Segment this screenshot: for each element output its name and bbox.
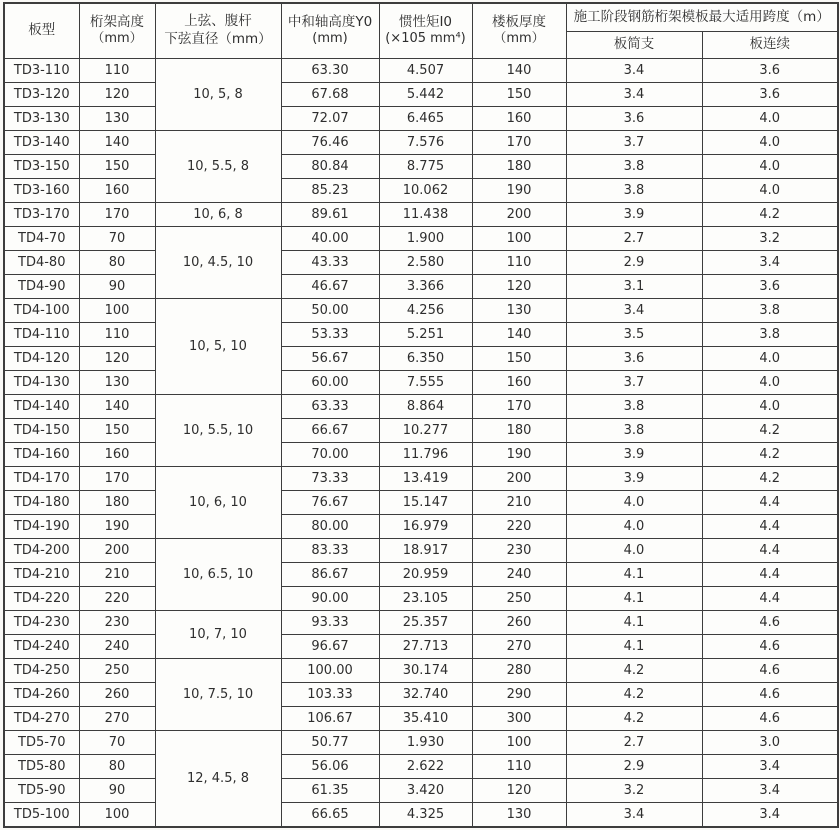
cell-inertia: 13.419 xyxy=(379,467,472,491)
cell-truss-height: 110 xyxy=(79,323,155,347)
cell-y0: 56.06 xyxy=(281,755,379,779)
cell-chord-diameter: 10, 7, 10 xyxy=(155,611,281,659)
table-row xyxy=(4,347,838,371)
table-row xyxy=(4,371,838,395)
cell-thickness: 220 xyxy=(472,515,566,539)
cell-span-continuous: 3.0 xyxy=(702,731,838,755)
cell-thickness: 110 xyxy=(472,251,566,275)
table-row xyxy=(4,803,838,828)
header-chord-line1: 上弦、腹杆 xyxy=(184,13,252,30)
cell-board-type: TD4-240 xyxy=(4,635,79,659)
cell-inertia: 11.438 xyxy=(379,203,472,227)
table-body xyxy=(4,59,838,828)
cell-truss-height: 210 xyxy=(79,563,155,587)
cell-span-continuous: 4.4 xyxy=(702,539,838,563)
cell-board-type: TD5-90 xyxy=(4,779,79,803)
cell-thickness: 130 xyxy=(472,299,566,323)
cell-board-type: TD4-120 xyxy=(4,347,79,371)
cell-span-continuous: 4.6 xyxy=(702,659,838,683)
cell-truss-height: 70 xyxy=(79,227,155,251)
cell-thickness: 200 xyxy=(472,467,566,491)
cell-chord-diameter: 10, 7.5, 10 xyxy=(155,659,281,731)
cell-truss-height: 270 xyxy=(79,707,155,731)
cell-span-continuous: 3.4 xyxy=(702,779,838,803)
cell-y0: 89.61 xyxy=(281,203,379,227)
cell-thickness: 100 xyxy=(472,227,566,251)
cell-truss-height: 240 xyxy=(79,635,155,659)
cell-span-continuous: 4.0 xyxy=(702,347,838,371)
cell-y0: 67.68 xyxy=(281,83,379,107)
cell-span-continuous: 4.4 xyxy=(702,563,838,587)
cell-thickness: 200 xyxy=(472,203,566,227)
cell-thickness: 170 xyxy=(472,131,566,155)
cell-thickness: 130 xyxy=(472,803,566,828)
cell-inertia: 27.713 xyxy=(379,635,472,659)
cell-y0: 90.00 xyxy=(281,587,379,611)
table-row xyxy=(4,419,838,443)
table-row xyxy=(4,467,838,491)
cell-span-simple: 4.2 xyxy=(566,707,702,731)
cell-board-type: TD4-80 xyxy=(4,251,79,275)
cell-truss-height: 160 xyxy=(79,179,155,203)
cell-truss-height: 100 xyxy=(79,803,155,828)
cell-span-continuous: 4.6 xyxy=(702,635,838,659)
cell-span-simple: 3.1 xyxy=(566,275,702,299)
cell-inertia: 5.251 xyxy=(379,323,472,347)
cell-span-simple: 3.6 xyxy=(566,107,702,131)
cell-span-continuous: 4.6 xyxy=(702,683,838,707)
cell-truss-height: 200 xyxy=(79,539,155,563)
header-row-1 xyxy=(4,3,838,32)
cell-span-simple: 3.2 xyxy=(566,779,702,803)
cell-span-continuous: 4.6 xyxy=(702,707,838,731)
cell-inertia: 15.147 xyxy=(379,491,472,515)
header-inertia-label: 惯性矩I0 xyxy=(398,13,453,30)
cell-y0: 76.46 xyxy=(281,131,379,155)
table-row xyxy=(4,275,838,299)
cell-board-type: TD4-100 xyxy=(4,299,79,323)
cell-span-simple: 3.6 xyxy=(566,347,702,371)
cell-board-type: TD4-210 xyxy=(4,563,79,587)
cell-thickness: 250 xyxy=(472,587,566,611)
cell-board-type: TD4-170 xyxy=(4,467,79,491)
cell-board-type: TD3-160 xyxy=(4,179,79,203)
table-row xyxy=(4,131,838,155)
cell-thickness: 100 xyxy=(472,731,566,755)
cell-truss-height: 170 xyxy=(79,467,155,491)
cell-board-type: TD5-80 xyxy=(4,755,79,779)
header-truss-height xyxy=(79,3,155,59)
header-chord-line2: 下弦直径（mm） xyxy=(164,31,272,47)
header-span-simple: 板简支 xyxy=(566,32,702,59)
cell-board-type: TD3-170 xyxy=(4,203,79,227)
cell-inertia: 35.410 xyxy=(379,707,472,731)
table-row xyxy=(4,59,838,83)
cell-thickness: 300 xyxy=(472,707,566,731)
cell-chord-diameter: 10, 5.5, 10 xyxy=(155,395,281,467)
header-neutral-axis-unit: (mm) xyxy=(312,31,348,47)
cell-inertia: 5.442 xyxy=(379,83,472,107)
cell-board-type: TD4-140 xyxy=(4,395,79,419)
cell-span-continuous: 4.6 xyxy=(702,611,838,635)
cell-span-continuous: 4.0 xyxy=(702,371,838,395)
table-row xyxy=(4,755,838,779)
cell-inertia: 18.917 xyxy=(379,539,472,563)
table-row xyxy=(4,491,838,515)
cell-board-type: TD4-180 xyxy=(4,491,79,515)
cell-board-type: TD4-150 xyxy=(4,419,79,443)
cell-y0: 50.00 xyxy=(281,299,379,323)
cell-span-simple: 3.4 xyxy=(566,59,702,83)
cell-thickness: 110 xyxy=(472,755,566,779)
cell-inertia: 8.775 xyxy=(379,155,472,179)
cell-thickness: 150 xyxy=(472,83,566,107)
cell-board-type: TD4-260 xyxy=(4,683,79,707)
cell-y0: 46.67 xyxy=(281,275,379,299)
cell-chord-diameter: 10, 6, 8 xyxy=(155,203,281,227)
table-row xyxy=(4,203,838,227)
cell-y0: 72.07 xyxy=(281,107,379,131)
cell-span-continuous: 3.8 xyxy=(702,323,838,347)
cell-span-simple: 3.8 xyxy=(566,395,702,419)
header-board-type-label: 板型 xyxy=(28,22,56,39)
table-row xyxy=(4,659,838,683)
cell-span-simple: 3.9 xyxy=(566,467,702,491)
cell-y0: 63.33 xyxy=(281,395,379,419)
cell-span-continuous: 3.6 xyxy=(702,83,838,107)
cell-inertia: 2.580 xyxy=(379,251,472,275)
table-row xyxy=(4,227,838,251)
cell-truss-height: 230 xyxy=(79,611,155,635)
header-truss-height-unit: （mm） xyxy=(91,31,143,47)
table-row xyxy=(4,611,838,635)
cell-span-simple: 2.9 xyxy=(566,251,702,275)
cell-y0: 66.65 xyxy=(281,803,379,828)
cell-span-continuous: 4.4 xyxy=(702,515,838,539)
header-neutral-axis xyxy=(281,3,379,59)
cell-y0: 103.33 xyxy=(281,683,379,707)
header-chord-diameter xyxy=(155,3,281,59)
cell-inertia: 3.420 xyxy=(379,779,472,803)
table-row xyxy=(4,539,838,563)
cell-truss-height: 90 xyxy=(79,779,155,803)
cell-y0: 100.00 xyxy=(281,659,379,683)
cell-inertia: 32.740 xyxy=(379,683,472,707)
header-slab-thickness-unit: （mm） xyxy=(493,31,545,47)
cell-thickness: 190 xyxy=(472,443,566,467)
cell-y0: 60.00 xyxy=(281,371,379,395)
cell-board-type: TD3-120 xyxy=(4,83,79,107)
cell-span-continuous: 3.6 xyxy=(702,59,838,83)
cell-y0: 61.35 xyxy=(281,779,379,803)
cell-y0: 66.67 xyxy=(281,419,379,443)
cell-y0: 85.23 xyxy=(281,179,379,203)
cell-inertia: 8.864 xyxy=(379,395,472,419)
cell-thickness: 270 xyxy=(472,635,566,659)
cell-inertia: 4.507 xyxy=(379,59,472,83)
table-row xyxy=(4,83,838,107)
cell-truss-height: 90 xyxy=(79,275,155,299)
cell-span-simple: 3.9 xyxy=(566,203,702,227)
cell-truss-height: 140 xyxy=(79,395,155,419)
table-row xyxy=(4,731,838,755)
cell-truss-height: 190 xyxy=(79,515,155,539)
cell-span-continuous: 4.0 xyxy=(702,107,838,131)
cell-truss-height: 80 xyxy=(79,755,155,779)
cell-chord-diameter: 12, 4.5, 8 xyxy=(155,731,281,828)
cell-span-simple: 2.7 xyxy=(566,227,702,251)
cell-y0: 73.33 xyxy=(281,467,379,491)
cell-board-type: TD4-200 xyxy=(4,539,79,563)
cell-span-simple: 3.9 xyxy=(566,443,702,467)
cell-truss-height: 110 xyxy=(79,59,155,83)
cell-truss-height: 250 xyxy=(79,659,155,683)
cell-board-type: TD4-160 xyxy=(4,443,79,467)
cell-inertia: 4.256 xyxy=(379,299,472,323)
cell-span-continuous: 4.0 xyxy=(702,131,838,155)
cell-board-type: TD5-100 xyxy=(4,803,79,828)
cell-inertia: 20.959 xyxy=(379,563,472,587)
cell-truss-height: 170 xyxy=(79,203,155,227)
cell-y0: 50.77 xyxy=(281,731,379,755)
cell-inertia: 11.796 xyxy=(379,443,472,467)
cell-span-continuous: 4.4 xyxy=(702,491,838,515)
cell-span-simple: 3.5 xyxy=(566,323,702,347)
cell-inertia: 30.174 xyxy=(379,659,472,683)
table-row xyxy=(4,395,838,419)
table-row xyxy=(4,155,838,179)
cell-span-continuous: 4.0 xyxy=(702,155,838,179)
cell-span-simple: 4.1 xyxy=(566,635,702,659)
cell-span-simple: 2.9 xyxy=(566,755,702,779)
cell-span-simple: 4.1 xyxy=(566,587,702,611)
cell-board-type: TD3-150 xyxy=(4,155,79,179)
cell-truss-height: 100 xyxy=(79,299,155,323)
cell-truss-height: 220 xyxy=(79,587,155,611)
cell-board-type: TD3-130 xyxy=(4,107,79,131)
cell-chord-diameter: 10, 6, 10 xyxy=(155,467,281,539)
cell-inertia: 23.105 xyxy=(379,587,472,611)
cell-y0: 83.33 xyxy=(281,539,379,563)
cell-board-type: TD5-70 xyxy=(4,731,79,755)
header-board-type xyxy=(4,3,79,59)
cell-board-type: TD4-270 xyxy=(4,707,79,731)
table-row xyxy=(4,563,838,587)
cell-span-continuous: 4.2 xyxy=(702,443,838,467)
cell-span-simple: 4.1 xyxy=(566,611,702,635)
cell-thickness: 190 xyxy=(472,179,566,203)
cell-span-continuous: 3.4 xyxy=(702,251,838,275)
cell-inertia: 4.325 xyxy=(379,803,472,828)
cell-chord-diameter: 10, 4.5, 10 xyxy=(155,227,281,299)
cell-board-type: TD4-220 xyxy=(4,587,79,611)
cell-inertia: 10.062 xyxy=(379,179,472,203)
cell-chord-diameter: 10, 5, 8 xyxy=(155,59,281,131)
table-row xyxy=(4,683,838,707)
cell-thickness: 180 xyxy=(472,155,566,179)
truss-deck-spec-table xyxy=(3,2,839,828)
cell-thickness: 290 xyxy=(472,683,566,707)
cell-span-continuous: 3.6 xyxy=(702,275,838,299)
header-span-continuous: 板连续 xyxy=(702,32,838,59)
cell-board-type: TD4-90 xyxy=(4,275,79,299)
cell-chord-diameter: 10, 5.5, 8 xyxy=(155,131,281,203)
cell-span-simple: 3.4 xyxy=(566,299,702,323)
cell-span-continuous: 4.0 xyxy=(702,179,838,203)
table-row xyxy=(4,443,838,467)
header-span-group: 施工阶段钢筋桁架模板最大适用跨度（m） xyxy=(566,3,838,32)
cell-board-type: TD4-130 xyxy=(4,371,79,395)
cell-span-simple: 4.2 xyxy=(566,659,702,683)
cell-inertia: 3.366 xyxy=(379,275,472,299)
cell-truss-height: 120 xyxy=(79,347,155,371)
cell-chord-diameter: 10, 5, 10 xyxy=(155,299,281,395)
cell-truss-height: 70 xyxy=(79,731,155,755)
cell-thickness: 150 xyxy=(472,347,566,371)
cell-inertia: 6.465 xyxy=(379,107,472,131)
table-row xyxy=(4,299,838,323)
header-slab-thickness-label: 楼板厚度 xyxy=(492,13,546,30)
cell-thickness: 140 xyxy=(472,59,566,83)
cell-span-simple: 4.2 xyxy=(566,683,702,707)
cell-span-simple: 3.8 xyxy=(566,179,702,203)
cell-board-type: TD4-70 xyxy=(4,227,79,251)
cell-span-simple: 3.4 xyxy=(566,803,702,828)
cell-span-simple: 4.0 xyxy=(566,539,702,563)
cell-truss-height: 80 xyxy=(79,251,155,275)
cell-thickness: 170 xyxy=(472,395,566,419)
cell-y0: 53.33 xyxy=(281,323,379,347)
table-row xyxy=(4,251,838,275)
cell-inertia: 16.979 xyxy=(379,515,472,539)
cell-y0: 40.00 xyxy=(281,227,379,251)
cell-inertia: 25.357 xyxy=(379,611,472,635)
cell-thickness: 160 xyxy=(472,371,566,395)
cell-span-simple: 3.7 xyxy=(566,371,702,395)
cell-board-type: TD4-250 xyxy=(4,659,79,683)
cell-span-simple: 3.8 xyxy=(566,155,702,179)
cell-y0: 80.84 xyxy=(281,155,379,179)
cell-span-simple: 4.0 xyxy=(566,515,702,539)
cell-truss-height: 130 xyxy=(79,371,155,395)
cell-board-type: TD4-190 xyxy=(4,515,79,539)
cell-board-type: TD3-110 xyxy=(4,59,79,83)
cell-span-simple: 3.4 xyxy=(566,83,702,107)
cell-y0: 106.67 xyxy=(281,707,379,731)
cell-thickness: 120 xyxy=(472,275,566,299)
table-row xyxy=(4,179,838,203)
table-row xyxy=(4,107,838,131)
cell-truss-height: 180 xyxy=(79,491,155,515)
cell-span-continuous: 3.2 xyxy=(702,227,838,251)
cell-y0: 63.30 xyxy=(281,59,379,83)
header-inertia-unit: (×105 mm⁴) xyxy=(385,31,466,47)
cell-y0: 86.67 xyxy=(281,563,379,587)
cell-y0: 43.33 xyxy=(281,251,379,275)
table-header xyxy=(4,3,838,59)
header-slab-thickness xyxy=(472,3,566,59)
cell-board-type: TD3-140 xyxy=(4,131,79,155)
cell-thickness: 140 xyxy=(472,323,566,347)
cell-span-simple: 2.7 xyxy=(566,731,702,755)
cell-inertia: 2.622 xyxy=(379,755,472,779)
cell-truss-height: 160 xyxy=(79,443,155,467)
cell-span-simple: 3.8 xyxy=(566,419,702,443)
table-row xyxy=(4,323,838,347)
cell-thickness: 160 xyxy=(472,107,566,131)
cell-thickness: 230 xyxy=(472,539,566,563)
cell-thickness: 260 xyxy=(472,611,566,635)
header-inertia xyxy=(379,3,472,59)
header-neutral-axis-label: 中和轴高度Y0 xyxy=(287,13,373,30)
cell-span-simple: 4.0 xyxy=(566,491,702,515)
cell-span-continuous: 3.8 xyxy=(702,299,838,323)
cell-span-continuous: 4.4 xyxy=(702,587,838,611)
cell-y0: 70.00 xyxy=(281,443,379,467)
cell-span-simple: 3.7 xyxy=(566,131,702,155)
cell-inertia: 7.576 xyxy=(379,131,472,155)
cell-inertia: 7.555 xyxy=(379,371,472,395)
cell-span-continuous: 3.4 xyxy=(702,803,838,828)
cell-truss-height: 150 xyxy=(79,419,155,443)
cell-truss-height: 120 xyxy=(79,83,155,107)
cell-truss-height: 140 xyxy=(79,131,155,155)
cell-span-continuous: 4.2 xyxy=(702,203,838,227)
cell-thickness: 210 xyxy=(472,491,566,515)
cell-thickness: 180 xyxy=(472,419,566,443)
cell-inertia: 1.900 xyxy=(379,227,472,251)
table-row xyxy=(4,587,838,611)
cell-inertia: 1.930 xyxy=(379,731,472,755)
cell-thickness: 280 xyxy=(472,659,566,683)
table-row xyxy=(4,515,838,539)
cell-board-type: TD4-110 xyxy=(4,323,79,347)
cell-span-continuous: 3.4 xyxy=(702,755,838,779)
table-row xyxy=(4,635,838,659)
header-truss-height-label: 桁架高度 xyxy=(90,13,144,30)
cell-y0: 96.67 xyxy=(281,635,379,659)
cell-thickness: 240 xyxy=(472,563,566,587)
cell-inertia: 6.350 xyxy=(379,347,472,371)
cell-y0: 56.67 xyxy=(281,347,379,371)
cell-truss-height: 150 xyxy=(79,155,155,179)
cell-span-continuous: 4.2 xyxy=(702,467,838,491)
cell-span-continuous: 4.2 xyxy=(702,419,838,443)
cell-board-type: TD4-230 xyxy=(4,611,79,635)
cell-y0: 76.67 xyxy=(281,491,379,515)
cell-y0: 80.00 xyxy=(281,515,379,539)
table-row xyxy=(4,707,838,731)
cell-thickness: 120 xyxy=(472,779,566,803)
cell-inertia: 10.277 xyxy=(379,419,472,443)
cell-span-simple: 4.1 xyxy=(566,563,702,587)
cell-span-continuous: 4.0 xyxy=(702,395,838,419)
cell-truss-height: 130 xyxy=(79,107,155,131)
cell-chord-diameter: 10, 6.5, 10 xyxy=(155,539,281,611)
cell-y0: 93.33 xyxy=(281,611,379,635)
cell-truss-height: 260 xyxy=(79,683,155,707)
